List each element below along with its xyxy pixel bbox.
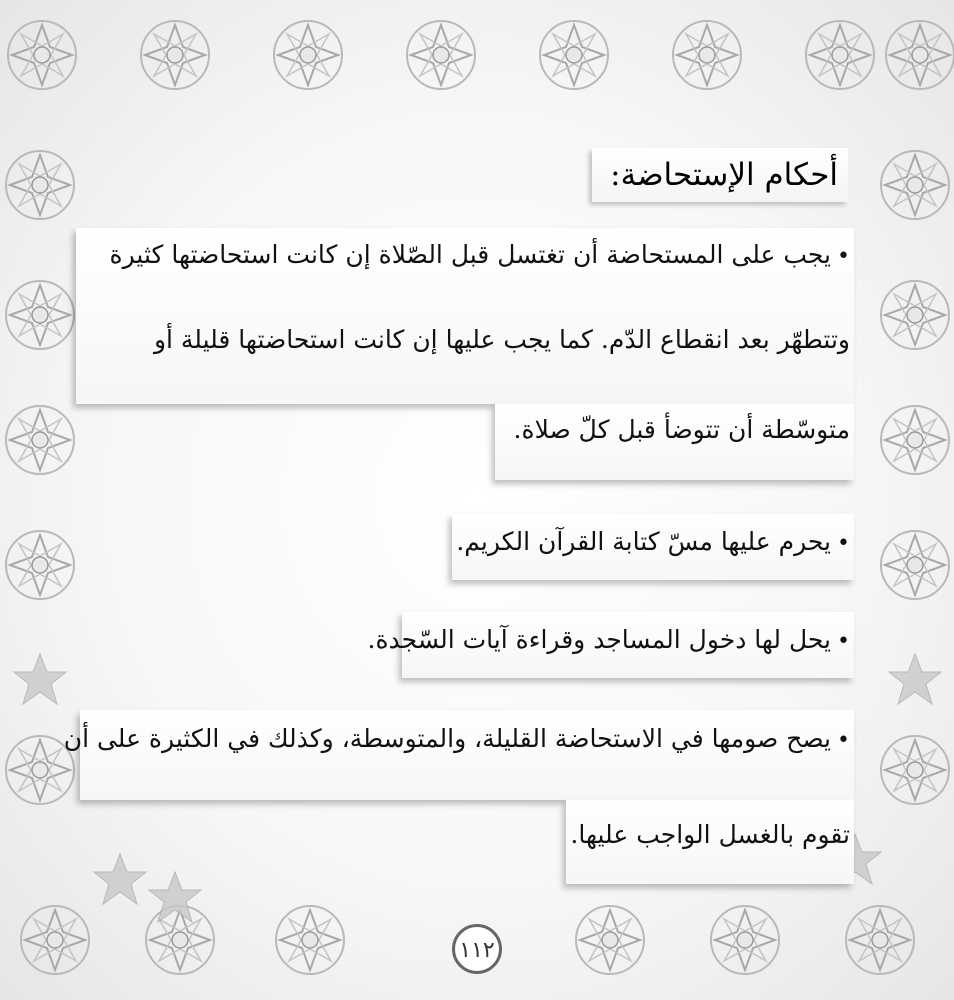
bullet-icon: • <box>837 728 850 753</box>
left-border-column <box>6 151 74 804</box>
paragraph-1-line-1: •يجب على المستحاضة أن تغتسل قبل الصّلاة إن كانت استحاضتها كثيرة <box>109 240 850 269</box>
top-border-row <box>8 21 954 89</box>
bullet-icon: • <box>837 531 850 556</box>
section-title: أحكام الإستحاضة: <box>592 148 848 202</box>
bullet-icon: • <box>837 244 850 269</box>
paragraph-2-line-1: •يحرم عليها مسّ كتابة القرآن الكريم. <box>456 527 850 556</box>
right-border-column <box>881 151 949 804</box>
paragraph-3-line-1: •يحل لها دخول المساجد وقراءة آيات السّجدة. <box>367 625 850 654</box>
page-number-badge: ١١٢ <box>452 924 502 974</box>
paragraph-4-line-2: تقوم بالغسل الواجب عليها. <box>570 820 850 849</box>
paragraph-4-line-1: •يصح صومها في الاستحاضة القليلة، والمتوسطة، وكذلك في الكثيرة على أن <box>63 724 850 753</box>
paragraph-1-line-3: متوسّطة أن تتوضأ قبل كلّ صلاة. <box>513 415 850 444</box>
paragraph-1-line-2: وتتطهّر بعد انقطاع الدّم. كما يجب عليها إن كانت استحاضتها قليلة أو <box>153 325 850 354</box>
bullet-icon: • <box>837 629 850 654</box>
